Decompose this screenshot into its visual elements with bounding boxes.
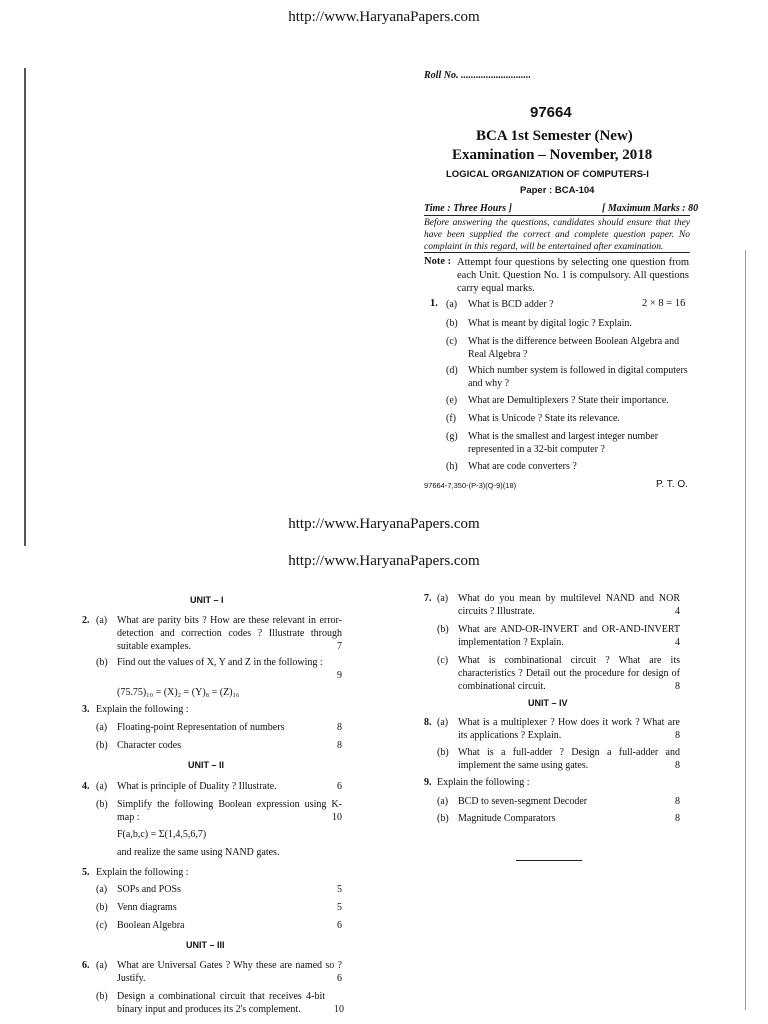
part-label: (b) <box>437 747 449 758</box>
question-number: 3. <box>82 704 90 715</box>
part-label: (a) <box>96 722 108 733</box>
math-expression: F(a,b,c) = Σ(1,4,5,6,7) <box>117 829 207 840</box>
question-text: Boolean Algebra <box>117 920 185 931</box>
exam-title: Examination – November, 2018 <box>452 147 653 163</box>
part-label: (b) <box>96 991 108 1002</box>
question-marks: 8 <box>337 722 342 733</box>
question-text: What is combinational circuit ? What are its characteristics ? Detail out the procedure for design of combinational circuit. <box>458 655 680 692</box>
divider-line <box>424 215 690 216</box>
question-number: 8. <box>424 717 432 728</box>
question-marks: 4 <box>675 606 680 617</box>
question-text: Design a combinational circuit that receives 4-bit binary input and produces its 2's complement. <box>117 991 325 1015</box>
part-label: (b) <box>96 799 108 810</box>
question-text: What are Universal Gates ? Why these are named so ? Justify. <box>117 960 342 984</box>
part-label: (b) <box>437 624 449 635</box>
question-text: What is a full-adder ? Design a full-adder and implement the same using gates. <box>458 747 680 771</box>
maximum-marks: [ Maximum Marks : 80 <box>602 203 699 214</box>
part-label: (b) <box>96 657 108 668</box>
part-label: (h) <box>446 461 458 472</box>
question-text: SOPs and POSs <box>117 884 181 895</box>
part-text: What is the smallest and largest integer number represented in a 32-bit computer ? <box>468 431 659 455</box>
question-number: 7. <box>424 593 432 604</box>
question-number: 5. <box>82 867 90 878</box>
question-marks: 8 <box>675 813 680 824</box>
question-marks: 9 <box>337 670 342 681</box>
website-url-top: http://www.HaryanaPapers.com <box>288 9 480 25</box>
part-label: (a) <box>446 299 458 310</box>
question-marks: 8 <box>337 740 342 751</box>
paper-footer-code: 97664-7,350-(P-3)(Q-9)(18) <box>424 481 517 490</box>
unit-heading: UNIT – IV <box>528 698 568 708</box>
page-margin-line <box>745 250 746 1010</box>
question-number: 9. <box>424 777 432 788</box>
website-url-top-page2: http://www.HaryanaPapers.com <box>288 553 480 569</box>
end-divider <box>516 860 582 861</box>
pto-label: P. T. O. <box>656 479 688 490</box>
paper-code: 97664 <box>530 104 572 121</box>
part-text: What are Demultiplexers ? State their importance. <box>468 395 669 406</box>
question-marks: 7 <box>337 641 342 652</box>
course-title: BCA 1st Semester (New) <box>476 128 633 144</box>
question-text: What do you mean by multilevel NAND and NOR circuits ? Illustrate. <box>458 593 680 617</box>
question-marks: 8 <box>675 681 680 692</box>
subject-title: LOGICAL ORGANIZATION OF COMPUTERS-I <box>446 169 649 180</box>
note-text: Attempt four questions by selecting one question from each Unit. Question No. 1 is compulsory. All questions carry equal marks. <box>457 257 689 294</box>
question-marks: 8 <box>675 760 680 771</box>
part-label: (a) <box>437 593 449 604</box>
exam-time: Time : Three Hours ] <box>424 203 512 214</box>
unit-heading: UNIT – I <box>190 595 224 605</box>
question-part <box>446 317 689 330</box>
question-part <box>446 335 689 361</box>
question-text: Magnitude Comparators <box>458 813 556 824</box>
question-marks: 2 × 8 = 16 <box>642 298 686 309</box>
question-part <box>446 430 689 456</box>
question-part <box>446 394 689 407</box>
unit-heading: UNIT – II <box>188 760 225 770</box>
question-number: 2. <box>82 615 90 626</box>
question-text: What is a multiplexer ? How does it work ? What are its applications ? Explain. <box>458 717 680 741</box>
question-part <box>446 298 686 311</box>
question-marks: 8 <box>675 730 680 741</box>
part-label: (a) <box>96 615 108 626</box>
part-text: What is meant by digital logic ? Explain. <box>468 318 632 329</box>
question-marks: 10 <box>332 812 342 823</box>
part-label: (b) <box>437 813 449 824</box>
part-text: What are code converters ? <box>468 461 577 472</box>
question-marks: 6 <box>337 920 342 931</box>
question-text: Venn diagrams <box>117 902 177 913</box>
part-label: (a) <box>437 717 449 728</box>
math-expression: (75.75)₁₀ = (X)₂ = (Y)₈ = (Z)₁₆ <box>117 687 240 698</box>
question-part <box>446 460 689 473</box>
question-text: Explain the following : <box>96 867 189 878</box>
question-marks: 4 <box>675 637 680 648</box>
question-text: and realize the same using NAND gates. <box>117 847 280 858</box>
part-label: (c) <box>437 655 449 666</box>
part-label: (g) <box>446 431 458 442</box>
unit-heading: UNIT – III <box>186 940 225 950</box>
question-number: 1. <box>430 298 438 309</box>
part-label: (f) <box>446 413 456 424</box>
question-text: What are AND-OR-INVERT and OR-AND-INVERT implementation ? Explain. <box>458 624 680 648</box>
question-text: Find out the values of X, Y and Z in the following : <box>117 657 323 668</box>
question-marks: 6 <box>337 781 342 792</box>
question-text: Explain the following : <box>437 777 530 788</box>
question-marks: 8 <box>675 796 680 807</box>
part-text: Which number system is followed in digital computers and why ? <box>468 365 688 389</box>
question-text: What is principle of Duality ? Illustrate. <box>117 781 277 792</box>
roll-number: Roll No. ............................ <box>424 70 531 81</box>
note-label: Note : <box>424 256 452 267</box>
question-part <box>446 412 689 425</box>
part-label: (a) <box>96 884 108 895</box>
part-label: (a) <box>437 796 449 807</box>
part-label: (b) <box>96 740 108 751</box>
question-marks: 5 <box>337 884 342 895</box>
question-text: What are parity bits ? How are these relevant in error-detection and correction codes ? Illustrate through suitable examples. <box>117 615 342 652</box>
part-text: What is BCD adder ? <box>468 299 554 310</box>
question-text: BCD to seven-segment Decoder <box>458 796 588 807</box>
paper-number: Paper : BCA-104 <box>520 185 595 196</box>
page-border-line <box>24 68 26 546</box>
part-text: What is Unicode ? State its relevance. <box>468 413 620 424</box>
question-number: 6. <box>82 960 90 971</box>
part-label: (b) <box>446 318 458 329</box>
question-marks: 5 <box>337 902 342 913</box>
part-label: (a) <box>96 960 108 971</box>
instruction-text: Before answering the questions, candidates should ensure that they have been supplied the correct and complete question paper. No complaint in this regard, will be entertained after examination. <box>424 218 690 252</box>
question-text: Character codes <box>117 740 182 751</box>
question-marks: 6 <box>337 973 342 984</box>
part-label: (c) <box>446 336 458 347</box>
question-text: Floating-point Representation of numbers <box>117 722 285 733</box>
question-text: Explain the following : <box>96 704 189 715</box>
question-number: 4. <box>82 781 90 792</box>
part-label: (c) <box>96 920 108 931</box>
part-label: (e) <box>446 395 458 406</box>
part-label: (b) <box>96 902 108 913</box>
question-text: Simplify the following Boolean expression using K-map : <box>117 799 342 823</box>
part-label: (a) <box>96 781 108 792</box>
question-marks: 10 <box>334 1004 344 1015</box>
part-text: What is the difference between Boolean Algebra and Real Algebra ? <box>468 336 680 360</box>
part-label: (d) <box>446 365 458 376</box>
question-part <box>446 364 689 390</box>
divider-line <box>424 252 690 253</box>
website-url-bottom: http://www.HaryanaPapers.com <box>288 516 480 532</box>
